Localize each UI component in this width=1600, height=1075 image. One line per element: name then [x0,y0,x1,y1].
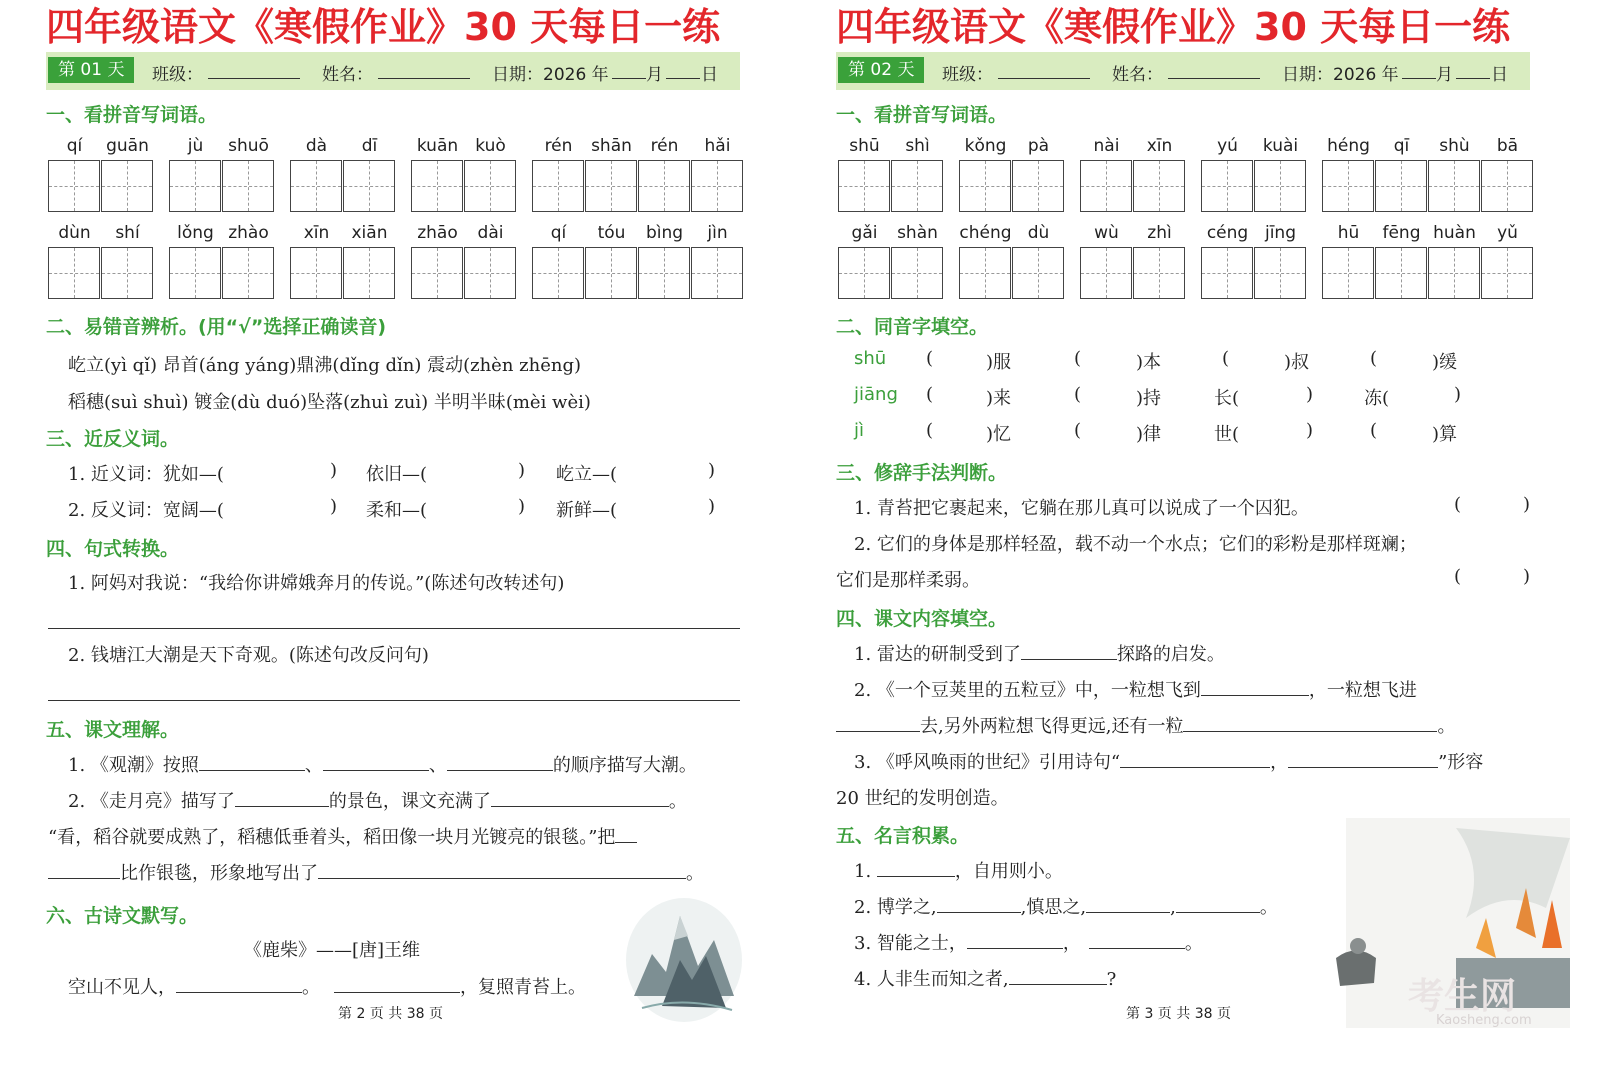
writing-box[interactable] [343,160,395,212]
class-blank[interactable] [208,62,300,79]
writing-box[interactable] [638,247,690,299]
writing-box[interactable] [1254,160,1306,212]
section-3-title: 三、近反义词。 [46,428,180,450]
writing-box[interactable] [1254,247,1306,299]
reading-q1: 1. 《观潮》按照 、 、 的顺序描写大潮。 [68,755,697,776]
writing-box[interactable] [691,160,743,212]
section-1-title: 一、看拼音写词语。 [46,104,218,126]
day-blank[interactable] [666,62,700,79]
pinyin-label: shuō [228,136,269,156]
writing-box[interactable] [959,160,1011,212]
page-day-01 [0,0,780,1075]
pinyin-label: zhāo [417,223,458,243]
sentence-q2: 2. 钱塘江大潮是天下奇观。(陈述句改反问句) [68,645,429,666]
pinyin-label: shù [1439,136,1470,156]
pinyin-label: guān [106,136,149,156]
writing-box[interactable] [1428,160,1480,212]
writing-box[interactable] [1133,160,1185,212]
pinyin-label: fēng [1382,223,1421,243]
pinyin-label: qí [550,223,567,243]
antonym-close-2: ) [518,496,526,517]
pinyin-label: shì [905,136,930,156]
reading-q3: “看，稻谷就要成熟了，稻穗低垂着头，稻田像一块月光镀亮的银毯。”把 [48,823,637,849]
month-blank[interactable] [612,62,646,79]
writing-box[interactable] [1375,247,1427,299]
section-2-line-2: 稻穗(suì shuì) 镀金(dù duó)坠落(zhuì zuì) 半明半昧(mèi wèi) [68,392,591,413]
pinyin-label: jù [187,136,204,156]
page-title: 四年级语文《寒假作业》30 天每日一练 [46,5,721,49]
writing-box[interactable] [1080,160,1132,212]
pinyin-label: shān [591,136,632,156]
class-label: 班级： [942,65,993,85]
synonym-close-3: ) [708,460,716,481]
quote-q3: 3. 智能之士， ， 。 [854,933,1203,954]
antonym-close-1: ) [330,496,338,517]
content-q2: 2. 《一个豆荚里的五粒豆》中，一粒想飞到 ，一粒想飞进 [854,680,1417,701]
pinyin-label: dài [477,223,504,243]
pinyin-label: kǒng [964,136,1007,156]
pinyin-label: dà [305,136,328,156]
pinyin-label: céng [1206,223,1249,243]
writing-box[interactable] [169,160,221,212]
writing-box[interactable] [48,247,100,299]
section-2-line-1: 屹立(yì qǐ) 昂首(áng yáng)鼎沸(dǐng dǐn) 震动(zhèn zhēng) [68,355,582,376]
writing-box[interactable] [290,160,342,212]
pinyin-label: nài [1093,136,1120,156]
pinyin-label: pà [1027,136,1050,156]
pinyin-label: dùn [58,223,91,243]
section-5-title: 五、课文理解。 [46,719,180,741]
pinyin-label: yú [1217,136,1238,156]
date-label: 日期：2026 年 [492,65,609,85]
month-label: 月 [646,65,663,85]
content-q3: 3. 《呼风唤雨的世纪》引用诗句“ ， ”形容 [854,752,1484,773]
content-q1: 1. 雷达的研制受到了 探路的启发。 [854,644,1225,665]
date-label: 日期：2026 年 [1282,65,1399,85]
page-number: 第 3 页 共 38 页 [1126,1006,1231,1022]
homophone-pinyin: jì [854,420,865,441]
watermark-cn: 考生网 [1408,976,1517,1017]
day-blank[interactable] [1456,62,1490,79]
month-label: 月 [1436,65,1453,85]
month-blank[interactable] [1402,62,1436,79]
pinyin-label: shí [115,223,140,243]
pinyin-label: jìn [707,223,728,243]
writing-box[interactable] [169,247,221,299]
pinyin-label: gǎi [851,223,878,243]
writing-box[interactable] [532,160,584,212]
name-label: 姓名： [322,65,373,85]
section-2-title: 二、易错音辨析。(用“√”选择正确读音) [46,316,387,338]
writing-box[interactable] [1012,160,1064,212]
section-5-title: 五、名言积累。 [836,825,970,847]
writing-box[interactable] [532,247,584,299]
class-label: 班级： [152,65,203,85]
answer-line-2[interactable] [48,700,740,701]
writing-box[interactable] [222,247,274,299]
writing-box[interactable] [1322,247,1374,299]
antonym-b: 柔和—( [366,500,428,521]
writing-box[interactable] [1080,247,1132,299]
name-blank[interactable] [1168,62,1260,79]
quote-q2: 2. 博学之, ,慎思之, , 。 [854,897,1278,918]
quote-q4: 4. 人非生而知之者, ? [854,969,1117,990]
page-number: 第 2 页 共 38 页 [338,1006,443,1022]
writing-box[interactable] [48,160,100,212]
synonym-label: 1. 近义词：犹如—( [68,464,224,485]
rhetoric-answer-2[interactable]: ( ) [1454,566,1531,587]
pinyin-label: xiān [351,223,388,243]
pinyin-label: hǎi [704,136,731,156]
writing-box[interactable] [838,160,890,212]
writing-box[interactable] [1481,160,1533,212]
class-blank[interactable] [998,62,1090,79]
pinyin-label: hū [1337,223,1360,243]
antonym-c: 新鲜—( [556,500,618,521]
pinyin-label: kuān [416,136,459,156]
section-4-title: 四、句式转换。 [46,538,180,560]
rhetoric-answer-1[interactable]: ( ) [1454,494,1531,515]
section-1-title: 一、看拼音写词语。 [836,104,1008,126]
pinyin-label: chéng [959,223,1012,243]
pinyin-label: tóu [597,223,626,243]
reading-q2: 2. 《走月亮》描写了 的景色，课文充满了 。 [68,791,687,812]
writing-box[interactable] [222,160,274,212]
pinyin-label: shàn [897,223,938,243]
pinyin-label: jīng [1264,223,1296,243]
reading-q4: 比作银毯，形象地写出了 。 [48,859,704,885]
poem-title: 《鹿柴》——[唐]王维 [244,940,421,961]
day-badge: 第 02 天 [838,57,924,83]
ink-painting-image [1316,808,1570,1028]
homophone-pinyin: jiāng [854,384,898,405]
writing-box[interactable] [959,247,1011,299]
writing-box[interactable] [838,247,890,299]
synonym-close-2: ) [518,460,526,481]
rhetoric-q2-cont: 它们是那样柔弱。 [836,570,980,591]
pinyin-label: dī [361,136,378,156]
writing-box[interactable] [1375,160,1427,212]
pinyin-label: qí [66,136,83,156]
writing-box[interactable] [891,160,943,212]
synonym-b: 依旧—( [366,464,428,485]
pinyin-label: yǔ [1497,223,1518,243]
mountain-painting-image [622,896,746,1024]
pinyin-label: lǒng [177,223,214,243]
day-label: 日 [701,65,718,85]
rhetoric-q1: 1. 青苔把它裹起来，它躺在那儿真可以说成了一个囚犯。 [854,498,1309,519]
writing-box[interactable] [691,247,743,299]
poem-line: 空山不见人， 。 ，复照青苔上。 [68,977,586,998]
name-label: 姓名： [1112,65,1163,85]
antonym-close-3: ) [708,496,716,517]
pinyin-label: zhì [1147,223,1172,243]
writing-box[interactable] [101,247,153,299]
section-2-title: 二、同音字填空。 [836,316,989,338]
section-6-title: 六、古诗文默写。 [46,905,199,927]
watermark-en: Kaosheng.com [1436,1013,1532,1028]
pinyin-label: rén [544,136,573,156]
writing-box[interactable] [290,247,342,299]
writing-box[interactable] [101,160,153,212]
rhetoric-q2: 2. 它们的身体是那样轻盈，载不动一个水点；它们的彩粉是那样斑斓； [854,534,1417,555]
section-3-title: 三、修辞手法判断。 [836,462,1008,484]
pinyin-label: kuò [475,136,506,156]
writing-box[interactable] [1322,160,1374,212]
quote-q1: 1. ，自用则小。 [854,861,1063,882]
writing-box[interactable] [1428,247,1480,299]
antonym-label: 2. 反义词：宽阔—( [68,500,224,521]
writing-box[interactable] [1201,247,1253,299]
day-label: 日 [1491,65,1508,85]
pinyin-label: xīn [303,223,330,243]
writing-box[interactable] [891,247,943,299]
header-bar [836,52,1530,90]
page-day-02: 四年级语文《寒假作业》30 天每日一练 第 02 天 班级： 姓名： 日期：2026 年 月 日 一、看拼音写词语。 shū shì kǒng pà nài xīn yú kuài héng qī shù bā gǎi shàn chéng dù wù zhì céng jīng hū fēng huàn yǔ 二、同音字填空。 shū ( )服 ( )本 ( )叔 ( )缓 jiāng ( )来 ( )持 长( ) 冻( ) jì ( )忆 ( )律 世( ) ( )算 三、修辞手法判断。 1. 青苔把它裹起来，它躺在那儿真可以说成了一个囚犯。 ( ) 2. 它们的身体是那样轻盈，载不动一个水点；它们的彩粉是那样斑斓； 它们是那样柔弱。 ( ) 四、课文内容填空。 1. 雷达的研制受到了 探路的启发。 2. 《一个豆荚里的五粒豆》中，一粒想飞到 ，一粒想飞进 去,另外两粒想飞得更远,还有一粒 。 3. 《呼风唤雨的世纪》引用诗句“ ， ”形容 20 世纪的发明创造。 五、名言积累。 1. ，自用则小。 2. 博学之, ,慎思之, , 。 3. 智能之士， ， 。 4. 人非生而知之者, ? 考生网 Kaosheng.com 第 3 页 共 38 页 [790,0,1570,1075]
synonym-c: 屹立—( [556,464,618,485]
pinyin-label: wù [1094,223,1119,243]
writing-box[interactable] [411,247,463,299]
writing-box[interactable] [1201,160,1253,212]
writing-box[interactable] [343,247,395,299]
writing-box[interactable] [411,160,463,212]
sentence-q1: 1. 阿妈对我说：“我给你讲嫦娥奔月的传说。”(陈述句改转述句) [68,573,565,594]
writing-box[interactable] [1133,247,1185,299]
writing-box[interactable] [1481,247,1533,299]
pinyin-label: bìng [645,223,684,243]
writing-box[interactable] [1012,247,1064,299]
writing-box[interactable] [585,247,637,299]
section-4-title: 四、课文内容填空。 [836,608,1008,630]
name-blank[interactable] [378,62,470,79]
pinyin-label: héng [1327,136,1370,156]
pinyin-label: kuài [1262,136,1299,156]
pinyin-label: shū [849,136,880,156]
pinyin-label: huàn [1433,223,1476,243]
homophone-pinyin: shū [854,348,887,369]
answer-line-1[interactable] [48,628,740,629]
writing-box[interactable] [464,247,516,299]
content-q2-cont: 去,另外两粒想飞得更远,还有一粒 。 [836,712,1455,738]
day-badge: 第 01 天 [48,57,134,83]
synonym-close-1: ) [330,460,338,481]
writing-box[interactable] [638,160,690,212]
writing-box[interactable] [464,160,516,212]
pinyin-label: xīn [1146,136,1173,156]
header-bar [46,52,740,90]
pinyin-label: zhào [228,223,269,243]
pinyin-label: qī [1393,136,1410,156]
pinyin-label: dù [1027,223,1050,243]
content-q3-cont: 20 世纪的发明创造。 [836,788,1009,809]
pinyin-label: bā [1496,136,1519,156]
page-title: 四年级语文《寒假作业》30 天每日一练 [836,5,1511,49]
pinyin-label: rén [650,136,679,156]
writing-box[interactable] [585,160,637,212]
